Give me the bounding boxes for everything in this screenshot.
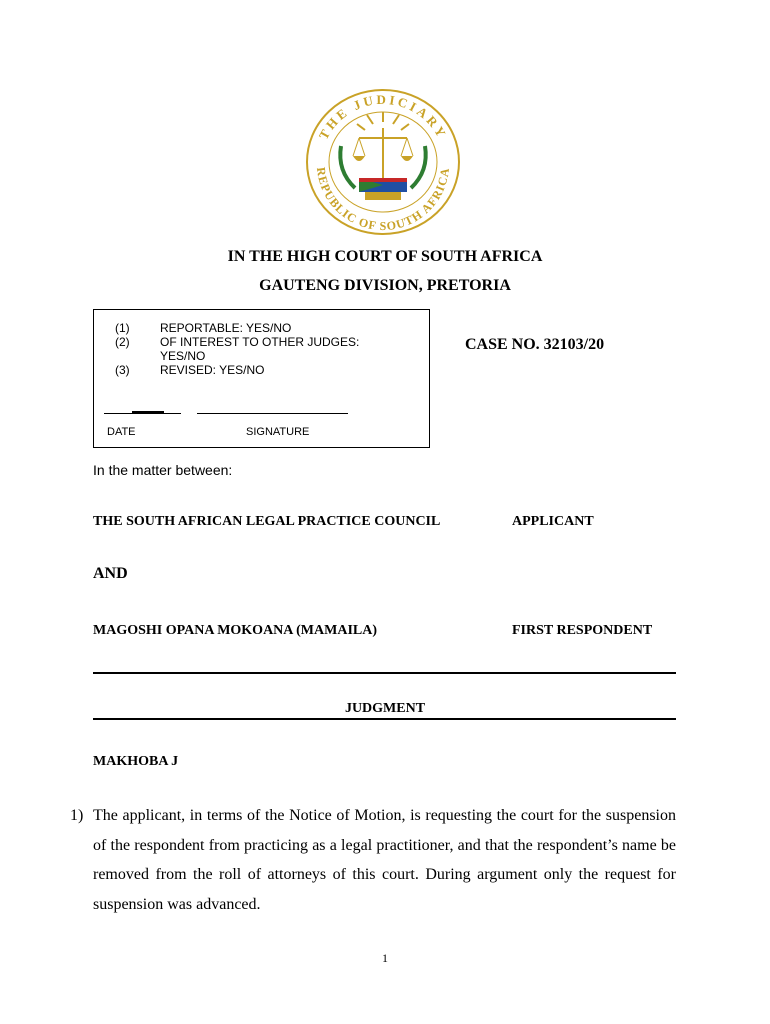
court-name: IN THE HIGH COURT OF SOUTH AFRICA [227, 248, 543, 265]
item-text: REVISED: YES/NO [160, 363, 265, 377]
page-number: 1 [382, 951, 388, 965]
matter-intro: In the matter between: [93, 462, 233, 478]
respondent-name: MAGOSHI OPANA MOKOANA (MAMAILA) [93, 623, 377, 638]
item-number: (3) [115, 363, 130, 377]
judge-name: MAKHOBA J [93, 754, 179, 769]
signature-label: SIGNATURE [246, 426, 310, 438]
signature-line [197, 413, 348, 414]
divider-bottom [93, 718, 676, 720]
item-text: REPORTABLE: YES/NO [160, 321, 292, 335]
item-text: OF INTEREST TO OTHER JUDGES: YES/NO [160, 335, 360, 363]
item-number: (2) [115, 335, 130, 349]
reportable-box [93, 309, 430, 448]
date-label: DATE [107, 426, 136, 438]
judiciary-seal [303, 86, 463, 236]
divider-top [93, 672, 676, 674]
paragraph-text: The applicant, in terms of the Notice of Motion, is requesting the court for the suspension of the respondent from practicing as a legal practitioner, and that the respondent’s name be removed from the roll of attorneys of this court. During argument only the request for suspension was advanced. [93, 807, 676, 913]
seal-top-text: THE JUDICIARY [315, 91, 451, 142]
applicant-name: THE SOUTH AFRICAN LEGAL PRACTICE COUNCIL [93, 514, 441, 529]
paragraph-number: 1) [70, 807, 84, 824]
applicant-role: APPLICANT [512, 514, 594, 529]
court-division: GAUTENG DIVISION, PRETORIA [259, 277, 511, 294]
judgment-heading: JUDGMENT [344, 701, 426, 716]
respondent-role: FIRST RESPONDENT [512, 623, 653, 638]
judiciary-seal-icon [303, 86, 463, 236]
date-line-mark [132, 411, 164, 413]
conjunction-and: AND [93, 565, 128, 582]
seal-bottom-text: REPUBLIC OF SOUTH AFRICA [313, 166, 453, 234]
item-number: (1) [115, 321, 130, 335]
case-number: CASE NO. 32103/20 [465, 336, 605, 353]
date-line [104, 413, 181, 414]
